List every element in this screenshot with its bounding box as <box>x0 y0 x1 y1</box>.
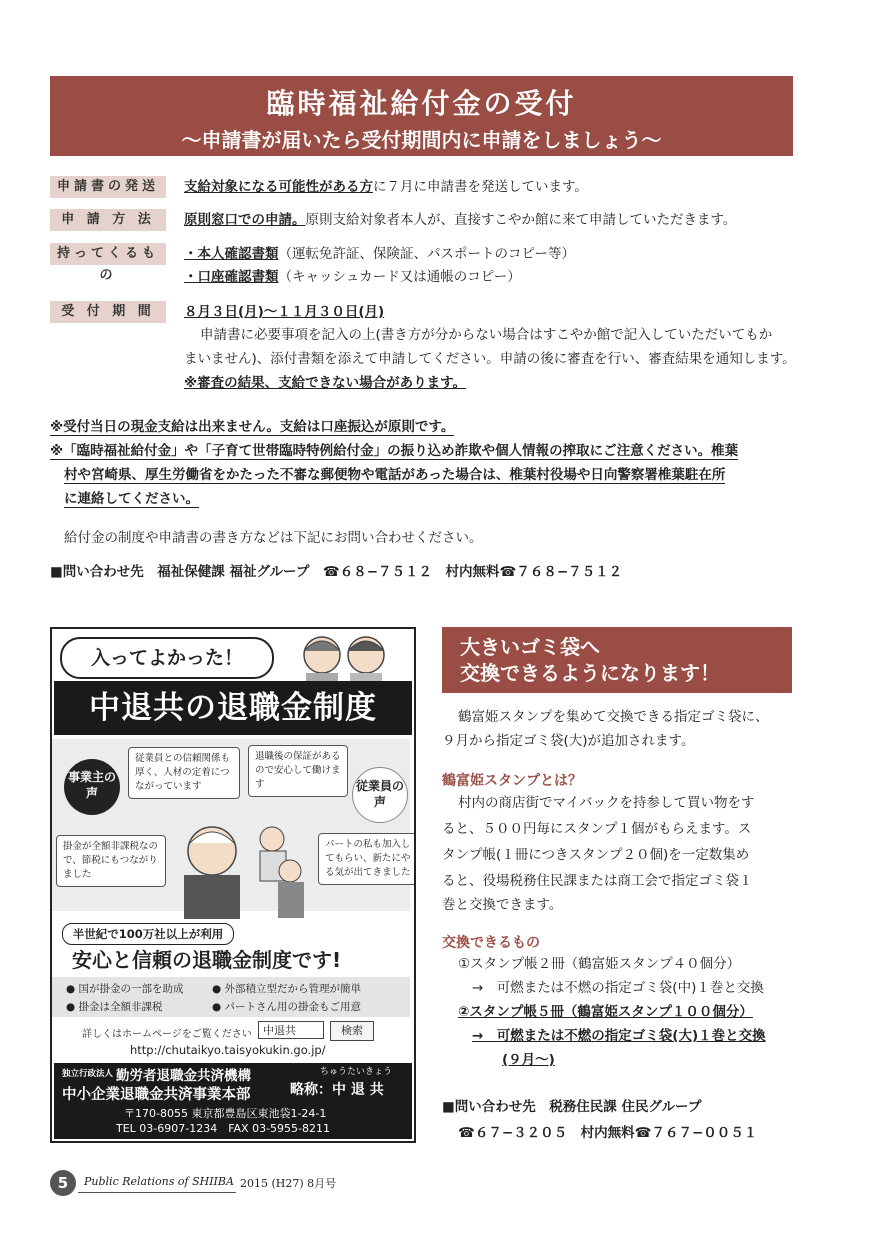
page-number: 5 <box>50 1170 76 1196</box>
row-bring-item2: ・口座確認書類（キャッシュカード又は通帳のコピー） <box>184 269 521 285</box>
search-button[interactable]: 検索 <box>330 1021 374 1041</box>
footer-rule <box>78 1192 236 1193</box>
stamp-text-2: ると、５００円毎にスタンプ１個がもらえます。ス <box>442 821 752 837</box>
employer-voice-badge: 事業主の声 <box>64 759 120 815</box>
stamp-text-1: 村内の商店街でマイバックを持参して買い物をす <box>458 795 755 811</box>
kids-illustration <box>284 631 408 683</box>
period-body-1: 申請書に必要事項を記入の上(書き方が分からない場合はすこやか館で記入していただいてもか <box>200 327 773 343</box>
feature-subsidy: ● 国が掛金の一部を助成 <box>66 983 184 995</box>
ad-url[interactable]: http://chutaikyo.taisyokukin.go.jp/ <box>130 1043 326 1057</box>
org-address: 〒170-8055 東京都豊島区東池袋1-24-1 <box>124 1107 327 1120</box>
search-input[interactable]: 中退共 <box>258 1021 324 1039</box>
bubble-tax: 掛金が全額非課税なので、節税にもつながりました <box>56 835 166 887</box>
period-value: ８月３日(月)〜１１月３０日(月) <box>184 304 385 320</box>
ad-badge: 半世紀で100万社以上が利用 <box>62 923 234 945</box>
ad-detail: 詳しくはホームページをご覧ください <box>82 1029 252 1040</box>
org-name-1: 勤労者退職金共済機構 <box>116 1068 251 1084</box>
exchange-item-1-result: → 可燃または不燃の指定ゴミ袋(中)１巻と交換 <box>472 980 764 996</box>
org-reading: ちゅうたいきょう <box>320 1067 393 1077</box>
ad-title: 中退共の退職金制度 <box>54 681 412 735</box>
contact-tax-1: ■問い合わせ先 税務住民課 住民グループ <box>442 1099 702 1115</box>
org-abbr: 略称：中 退 共 <box>290 1082 384 1098</box>
chutaikyo-ad <box>50 627 416 1143</box>
org-name-2: 中小企業退職金共済事業本部 <box>62 1087 251 1103</box>
label-method: 申 請 方 法 <box>50 209 166 231</box>
exchange-item-2-result: → 可燃または不燃の指定ゴミ袋(大)１巻と交換 <box>472 1028 766 1044</box>
row-sending-text: 支給対象になる可能性がある方に７月に申請書を発送しています。 <box>184 179 588 195</box>
garbage-bag-banner <box>442 627 792 693</box>
org-small: 独立行政法人 <box>62 1069 114 1079</box>
garbage-title-2: 交換できるようになります！ <box>460 661 720 685</box>
label-bring: 持ってくるもの <box>50 243 166 265</box>
org-tel: TEL 03-6907-1234 FAX 03-5955-8211 <box>116 1122 331 1135</box>
exchange-heading: 交換できるもの <box>442 935 540 951</box>
contact-welfare: ■問い合わせ先 福祉保健課 福祉グループ ☎６８−７５１２ 村内無料☎７６８−７５１２ <box>50 564 623 580</box>
exchange-item-2: ②スタンプ帳５冊（鶴富姫スタンプ１００個分） <box>458 1004 753 1020</box>
row-method-text: 原則窓口での申請。原則支給対象者本人が、直接すこやか館に来て申請していただきます。 <box>184 212 737 228</box>
exchange-item-2-note: (９月〜) <box>502 1052 555 1068</box>
note-fraud-3: に連絡してください。 <box>64 491 199 507</box>
bubble-part-time: パートの私も加入してもらい、新たにやる気が出てきました <box>318 833 416 885</box>
period-body-3: ※審査の結果、支給できない場合があります。 <box>184 375 467 391</box>
stamp-text-3: タンプ帳(１冊につきスタンプ２０個)を一定数集め <box>442 847 750 863</box>
people-illustration <box>162 821 322 919</box>
garbage-title-1: 大きいゴミ袋へ <box>460 635 600 659</box>
ad-catch: 入ってよかった！ <box>60 637 274 679</box>
stamp-text-4: ると、役場税務住民課または商工会で指定ゴミ袋１ <box>442 873 753 889</box>
issue-date: 2015 (H27) 8月号 <box>240 1177 337 1190</box>
employee-voice-badge: 従業員の声 <box>352 767 408 823</box>
ad-footer <box>54 1063 412 1139</box>
main-title: 臨時福祉給付金の受付 <box>266 87 577 120</box>
label-sending: 申請書の発送 <box>50 176 166 198</box>
contact-tax-2: ☎６７−３２０５ 村内無料☎７６７−００５１ <box>458 1125 758 1141</box>
garbage-intro-1: 鶴富姫スタンプを集めて交換できる指定ゴミ袋に、 <box>458 709 769 725</box>
stamp-text-5: 巻と交換できます。 <box>442 897 563 913</box>
note-cash: ※受付当日の現金支給は出来ません。支給は口座振込が原則です。 <box>50 419 455 435</box>
feature-taxfree: ● 掛金は全額非課税 <box>66 1001 163 1013</box>
publication-name: Public Relations of SHIIBA <box>84 1175 234 1188</box>
ad-slogan: 安心と信頼の退職金制度です! <box>72 948 342 972</box>
note-fraud-2: 村や宮崎県、厚生労働省をかたった不審な郵便物や電話があった場合は、椎葉村役場や日向警察署椎葉駐在所 <box>64 467 726 483</box>
exchange-item-1: ①スタンプ帳２冊（鶴富姫スタンプ４０個分） <box>458 956 741 972</box>
note-fraud-1: ※「臨時福祉給付金」や「子育て世帯臨時特例給付金」の振り込め詐欺や個人情報の搾取にご注意ください。椎葉 <box>50 443 739 459</box>
feature-parttime: ● パートさん用の掛金もご用意 <box>212 1001 361 1013</box>
label-period: 受 付 期 間 <box>50 301 166 323</box>
stamp-heading: 鶴富姫スタンプとは？ <box>442 773 582 789</box>
bubble-security: 退職後の保証があるので安心して働けます <box>248 745 348 797</box>
garbage-intro-2: ９月から指定ゴミ袋(大)が追加されます。 <box>442 733 695 749</box>
row-bring-item1: ・本人確認書類（運転免許証、保険証、パスポートのコピー等） <box>184 246 575 262</box>
note-inquiry: 給付金の制度や申請書の書き方などは下記にお問い合わせください。 <box>64 530 483 546</box>
main-subtitle: 〜申請書が届いたら受付期間内に申請をしましょう〜 <box>181 128 662 152</box>
bubble-trust: 従業員との信頼関係も厚く、人材の定着につながっています <box>128 747 240 799</box>
period-body-2: まいません)、添付書類を添えて申請してください。申請の後に審査を行い、審査結果を通知します。 <box>184 351 796 367</box>
feature-easy: ● 外部積立型だから管理が簡単 <box>212 983 361 995</box>
main-banner <box>50 76 793 156</box>
notes-block <box>50 415 796 511</box>
